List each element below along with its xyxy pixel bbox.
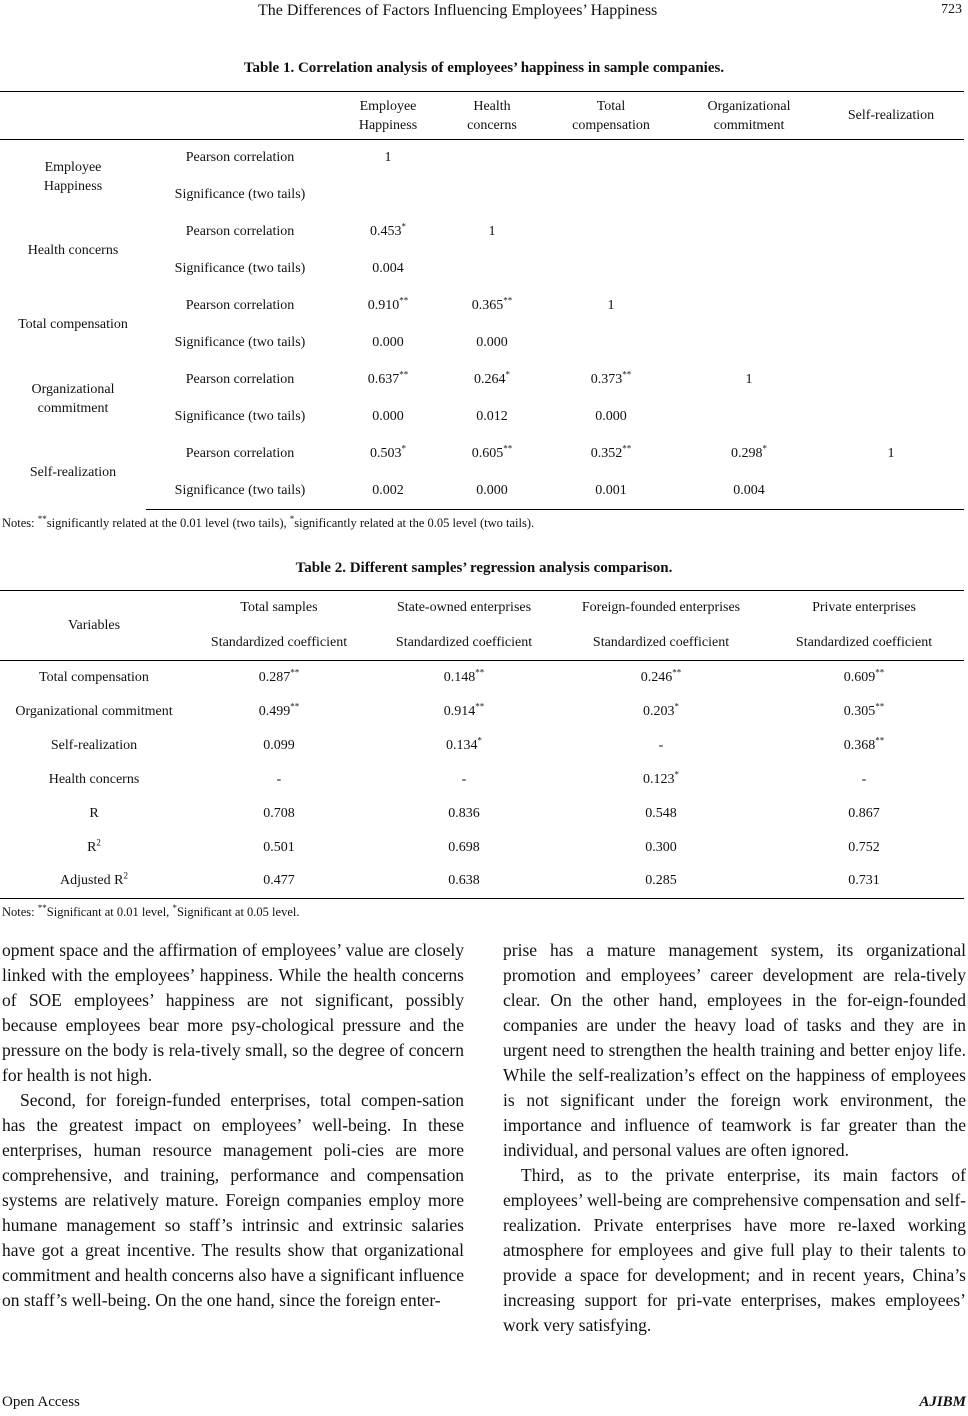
- significance-mark: **: [475, 667, 485, 678]
- superscript: 2: [96, 836, 101, 847]
- cell-value: 0.501: [263, 839, 295, 855]
- table-cell: [680, 214, 818, 251]
- row-header: [0, 729, 188, 763]
- cell-value: 0.134: [446, 737, 478, 753]
- table2: [0, 590, 964, 899]
- label-line: compensation: [572, 117, 650, 133]
- cell-value: 0.123: [643, 771, 675, 787]
- significance-mark: *: [401, 221, 406, 232]
- table2-caption: Table 2. Different samples’ regression analysis comparison.: [295, 560, 673, 576]
- cell-value: 1: [887, 446, 895, 461]
- table-row: [0, 695, 964, 729]
- table-cell: [334, 214, 442, 251]
- table-row: [0, 831, 964, 865]
- table2-header: [0, 591, 964, 661]
- cell-value: 0.264: [474, 372, 506, 387]
- cell-value: -: [861, 771, 867, 787]
- table-cell: [764, 695, 964, 729]
- table-cell: [680, 140, 818, 177]
- cell-value: 0.285: [645, 873, 677, 889]
- table-cell: 0.001: [542, 473, 680, 510]
- variable-name: Health concerns: [48, 771, 140, 787]
- label-line: commitment: [713, 117, 785, 133]
- cell-value: 0.638: [448, 873, 480, 889]
- label-line: Self-realization: [29, 465, 117, 480]
- cell-value: 1: [745, 372, 753, 387]
- subheader: Standardized coefficient: [558, 626, 764, 661]
- table-cell: [764, 729, 964, 763]
- table-cell: [818, 436, 964, 473]
- table-cell: [558, 831, 764, 865]
- table1-note: [2, 513, 535, 531]
- cell-value: 0.605: [471, 446, 504, 461]
- table-cell: [370, 763, 558, 797]
- variable-name: Total compensation: [39, 669, 149, 685]
- table-row: [0, 214, 964, 251]
- sample-header: Private enterprises: [764, 591, 964, 626]
- table-cell: [370, 865, 558, 899]
- table-row: [0, 288, 964, 325]
- note-prefix: Notes:: [2, 905, 38, 919]
- table-cell: [188, 661, 370, 695]
- cell-value: 0.148: [443, 669, 476, 685]
- row-type-label: Significance (two tails): [174, 335, 306, 350]
- significance-mark: *: [477, 734, 482, 745]
- note-text: Significant at 0.01 level,: [46, 905, 173, 919]
- cell-value: 0.099: [263, 737, 295, 753]
- table-cell: [442, 214, 542, 251]
- significance-mark: **: [399, 295, 409, 306]
- table-cell: [818, 325, 964, 362]
- running-header: [0, 0, 968, 24]
- table-cell: [764, 661, 964, 695]
- table-cell: [370, 831, 558, 865]
- note-text: significantly related at the 0.01 level (two tails),: [46, 516, 290, 530]
- paragraph: Third, as to the private enterprise, its main factors of employees’ well-being are comprehensive compensation and self-realization. Private enterprises have more re-laxed working atmosphere for employees and give full play to their talents to provide a space for development; and in recent years, China’s increasing support for pri-vate enterprises, makes employees’ work very satisfying.: [503, 1165, 966, 1335]
- significance-mark: **: [672, 667, 682, 678]
- table-cell: 0.012: [476, 409, 508, 424]
- cell-value: 0.731: [848, 873, 880, 889]
- label-line: Self-realization: [847, 108, 935, 123]
- cell-value: 0.836: [448, 805, 480, 821]
- journal-name: AJIBM: [919, 1394, 966, 1410]
- table1-caption: Table 1. Correlation analysis of employees’ happiness in sample companies.: [243, 60, 725, 76]
- table-cell: [442, 362, 542, 399]
- table-cell: [542, 325, 680, 362]
- table-cell: [818, 214, 964, 251]
- row-header: [0, 362, 146, 436]
- table-cell: [188, 797, 370, 831]
- cell-value: 0.365: [471, 298, 504, 313]
- table-cell: [334, 140, 442, 177]
- table-cell: [558, 695, 764, 729]
- table-cell: [558, 763, 764, 797]
- cell-value: 0.477: [263, 873, 295, 889]
- table-cell: [334, 362, 442, 399]
- subheader: Standardized coefficient: [764, 626, 964, 661]
- paragraph: Second, for foreign-funded enterprises, total compen-sation has the greatest impact on employees’ well-being. In these enterprises, human resource management poli-cies are more comprehensive, and training, performance and compensation systems are relatively mature. Foreign companies employ more humane management so staff’s intrinsic and extrinsic salaries have got a great incentive. The results show that organizational commitment and health concerns also have a significant influence on staff’s well-being. On the one hand, since the foreign enter-: [2, 1090, 464, 1310]
- label-line: Organizational: [31, 381, 115, 397]
- sample-header: Total samples: [188, 591, 370, 626]
- table-cell: [680, 399, 818, 436]
- cell-value: 0.752: [848, 839, 880, 855]
- table-cell: [764, 865, 964, 899]
- table-row: [0, 797, 964, 831]
- note-mark: **: [37, 513, 47, 524]
- table-cell: [542, 177, 680, 214]
- table-row: [0, 865, 964, 899]
- cell-value: 0.300: [645, 839, 677, 855]
- table-row: [0, 436, 964, 473]
- note-mark: **: [37, 902, 47, 913]
- superscript: 2: [123, 870, 128, 881]
- body-right-column: [503, 938, 966, 1338]
- paragraph: opment space and the affirmation of employees’ value are closely linked with the employees’ happiness. While the health concerns of SOE employees’ happiness are not significant, possibly because employees bear more psy-chological pressure and the pressure on the body is rela-tively small, so the degree of concern for health is not high.: [2, 940, 464, 1085]
- cell-value: 0.867: [848, 805, 880, 821]
- subheader: Standardized coefficient: [188, 626, 370, 661]
- cell-value: 0.910: [367, 298, 400, 313]
- header-row: [0, 92, 964, 140]
- significance-mark: *: [401, 443, 406, 454]
- running-title: The Differences of Factors Influencing Employees’ Happiness: [258, 2, 658, 19]
- significance-mark: **: [875, 700, 885, 711]
- cell-value: 0.698: [448, 839, 480, 855]
- table-cell: [818, 399, 964, 436]
- table-cell: [370, 729, 558, 763]
- row-header: [0, 865, 188, 899]
- table-row: [0, 140, 964, 177]
- significance-mark: **: [622, 369, 632, 380]
- header-empty: [146, 92, 334, 140]
- label-line: Happiness: [43, 178, 103, 194]
- label-line: Happiness: [358, 117, 418, 133]
- cell-value: 0.503: [370, 446, 402, 461]
- note-mark: *: [172, 902, 177, 913]
- row-type-label: Significance (two tails): [174, 409, 306, 424]
- page-footer: [0, 1394, 968, 1416]
- cell-value: 0.373: [590, 372, 623, 387]
- row-type-label: Pearson correlation: [185, 224, 295, 239]
- sample-header: Foreign-founded enterprises: [558, 591, 764, 626]
- cell-value: 0.914: [443, 703, 476, 719]
- significance-mark: **: [475, 700, 485, 711]
- note-text: significantly related at the 0.05 level (two tails).: [294, 516, 535, 530]
- cell-value: 0.453: [370, 224, 402, 239]
- significance-mark: *: [505, 369, 510, 380]
- variable-name: R: [89, 805, 99, 821]
- table-row: [0, 362, 964, 399]
- significance-mark: **: [503, 443, 513, 454]
- significance-mark: **: [290, 700, 300, 711]
- cell-value: -: [461, 771, 467, 787]
- row-header: [0, 695, 188, 729]
- table-cell: [442, 251, 542, 288]
- table-cell: [818, 362, 964, 399]
- table-cell: 0.000: [442, 473, 542, 510]
- header-row: [0, 591, 964, 626]
- label-line: Health: [473, 98, 511, 114]
- table-cell: [558, 661, 764, 695]
- cell-value: -: [658, 737, 664, 753]
- cell-value: 0.368: [843, 737, 876, 753]
- table-cell: [542, 362, 680, 399]
- table2-body: [0, 661, 964, 899]
- row-header: [0, 797, 188, 831]
- cell-value: 0.203: [643, 703, 675, 719]
- cell-value: 0.548: [645, 805, 677, 821]
- row-type-label: Pearson correlation: [185, 298, 295, 313]
- variable-name: Organizational commitment: [15, 703, 173, 719]
- variables-header: Variables: [0, 591, 188, 661]
- cell-value: 0.287: [258, 669, 291, 685]
- label-line: Total: [596, 98, 626, 114]
- table-cell: [680, 251, 818, 288]
- table-cell: [818, 288, 964, 325]
- row-type-label: Pearson correlation: [185, 372, 295, 387]
- significance-mark: *: [674, 768, 679, 779]
- cell-value: 0.352: [590, 446, 623, 461]
- significance-mark: *: [674, 700, 679, 711]
- table-cell: [188, 729, 370, 763]
- label-line: Total compensation: [18, 317, 128, 332]
- cell-value: 0.499: [258, 703, 291, 719]
- column-header: [542, 92, 680, 140]
- table-cell: [680, 325, 818, 362]
- table-cell: [188, 695, 370, 729]
- cell-value: -: [276, 771, 282, 787]
- significance-mark: **: [875, 667, 885, 678]
- cell-value: 0.305: [843, 703, 876, 719]
- table-cell: [188, 763, 370, 797]
- table-cell: 0.000: [476, 335, 508, 350]
- row-header: [0, 763, 188, 797]
- cell-value: 1: [488, 224, 496, 239]
- cell-value: 0.246: [640, 669, 673, 685]
- note-mark: *: [289, 513, 295, 524]
- page-number: 723: [941, 2, 962, 17]
- table-cell: [680, 177, 818, 214]
- table-cell: [370, 695, 558, 729]
- cell-value: 0.637: [367, 372, 400, 387]
- row-header: [0, 436, 146, 510]
- table-cell: 0.002: [334, 473, 442, 510]
- table-cell: [818, 177, 964, 214]
- row-header: [0, 288, 146, 362]
- row-header: [0, 214, 146, 288]
- label-line: Health concerns: [27, 243, 119, 258]
- row-type-label: Significance (two tails): [174, 187, 306, 202]
- table-cell: [188, 865, 370, 899]
- row-header: [0, 831, 188, 865]
- cell-value: 0.298: [731, 446, 763, 461]
- table-cell: [680, 362, 818, 399]
- column-header: [818, 92, 964, 140]
- table1: [0, 91, 964, 510]
- cell-value: 1: [384, 150, 392, 166]
- column-header: [680, 92, 818, 140]
- table-cell: [442, 140, 542, 177]
- table-cell: [680, 288, 818, 325]
- significance-mark: *: [762, 443, 767, 454]
- table-cell: [542, 214, 680, 251]
- significance-mark: **: [399, 369, 409, 380]
- table-cell: [558, 729, 764, 763]
- table-cell: [818, 140, 964, 177]
- header-empty: [0, 92, 146, 140]
- paragraph: prise has a mature management system, its organizational promotion and employees’ career development are rela-tively clear. On the other hand, employees in the for-eign-founded companies are under the heavy load of tasks and they are in urgent need to strengthen the health training and better enjoy life. While the self-realization’s effect on the happiness of employees is not significant under the foreign work environment, the importance and influence of teamwork is far greater than the individual, and personal values are often ignored.: [503, 940, 966, 1160]
- variable-name: Self-realization: [50, 737, 138, 753]
- table-cell: 0.000: [595, 409, 627, 424]
- open-access-label: Open Access: [2, 1394, 80, 1410]
- table-cell: [558, 865, 764, 899]
- table-row: [0, 763, 964, 797]
- row-header: [0, 140, 146, 214]
- row-type-label: Significance (two tails): [174, 261, 306, 276]
- significance-mark: **: [503, 295, 513, 306]
- table-cell: [334, 177, 442, 214]
- table-cell: [542, 288, 680, 325]
- table-cell: [334, 436, 442, 473]
- table-cell: [542, 140, 680, 177]
- variable-name: Adjusted R: [60, 873, 124, 889]
- table-row: [0, 729, 964, 763]
- table-cell: [442, 436, 542, 473]
- table1-header: [0, 92, 964, 140]
- table-cell: [188, 831, 370, 865]
- table-row: [0, 661, 964, 695]
- row-type-label: Significance (two tails): [146, 473, 334, 510]
- significance-mark: **: [622, 443, 632, 454]
- sample-header: State-owned enterprises: [370, 591, 558, 626]
- cell-value: 0.708: [263, 805, 295, 821]
- table-cell: [558, 797, 764, 831]
- table-cell: 0.000: [372, 335, 404, 350]
- table-cell: [764, 763, 964, 797]
- column-header: [334, 92, 442, 140]
- table-cell: [542, 436, 680, 473]
- significance-mark: **: [290, 667, 300, 678]
- table-cell: 0.000: [372, 409, 404, 424]
- note-text: Significant at 0.05 level.: [176, 905, 300, 919]
- table-cell: [764, 797, 964, 831]
- table-cell: 0.004: [680, 473, 818, 510]
- cell-value: 1: [607, 298, 615, 313]
- table-cell: [818, 251, 964, 288]
- table1-body: [0, 140, 964, 510]
- row-type-label: Pearson correlation: [185, 446, 295, 461]
- significance-mark: **: [875, 734, 885, 745]
- label-line: Employee: [359, 98, 417, 114]
- subheader: Standardized coefficient: [370, 626, 558, 661]
- table-cell: [442, 288, 542, 325]
- table-cell: [370, 661, 558, 695]
- table2-note: [2, 902, 300, 920]
- table-cell: [334, 288, 442, 325]
- variable-name: R: [87, 839, 97, 855]
- table-cell: [542, 251, 680, 288]
- row-header: [0, 661, 188, 695]
- column-header: [442, 92, 542, 140]
- table-cell: [370, 797, 558, 831]
- table-cell: [680, 436, 818, 473]
- note-prefix: Notes:: [2, 516, 38, 530]
- table-cell: 0.004: [372, 261, 404, 276]
- row-type-label: Pearson correlation: [185, 150, 295, 166]
- label-line: Employee: [44, 159, 102, 175]
- body-left-column: [2, 938, 464, 1313]
- label-line: Organizational: [707, 98, 791, 114]
- cell-value: 0.609: [843, 669, 876, 685]
- table-cell: [818, 473, 964, 510]
- label-line: concerns: [467, 117, 517, 133]
- table-cell: [442, 177, 542, 214]
- label-line: commitment: [37, 400, 109, 416]
- table-cell: [764, 831, 964, 865]
